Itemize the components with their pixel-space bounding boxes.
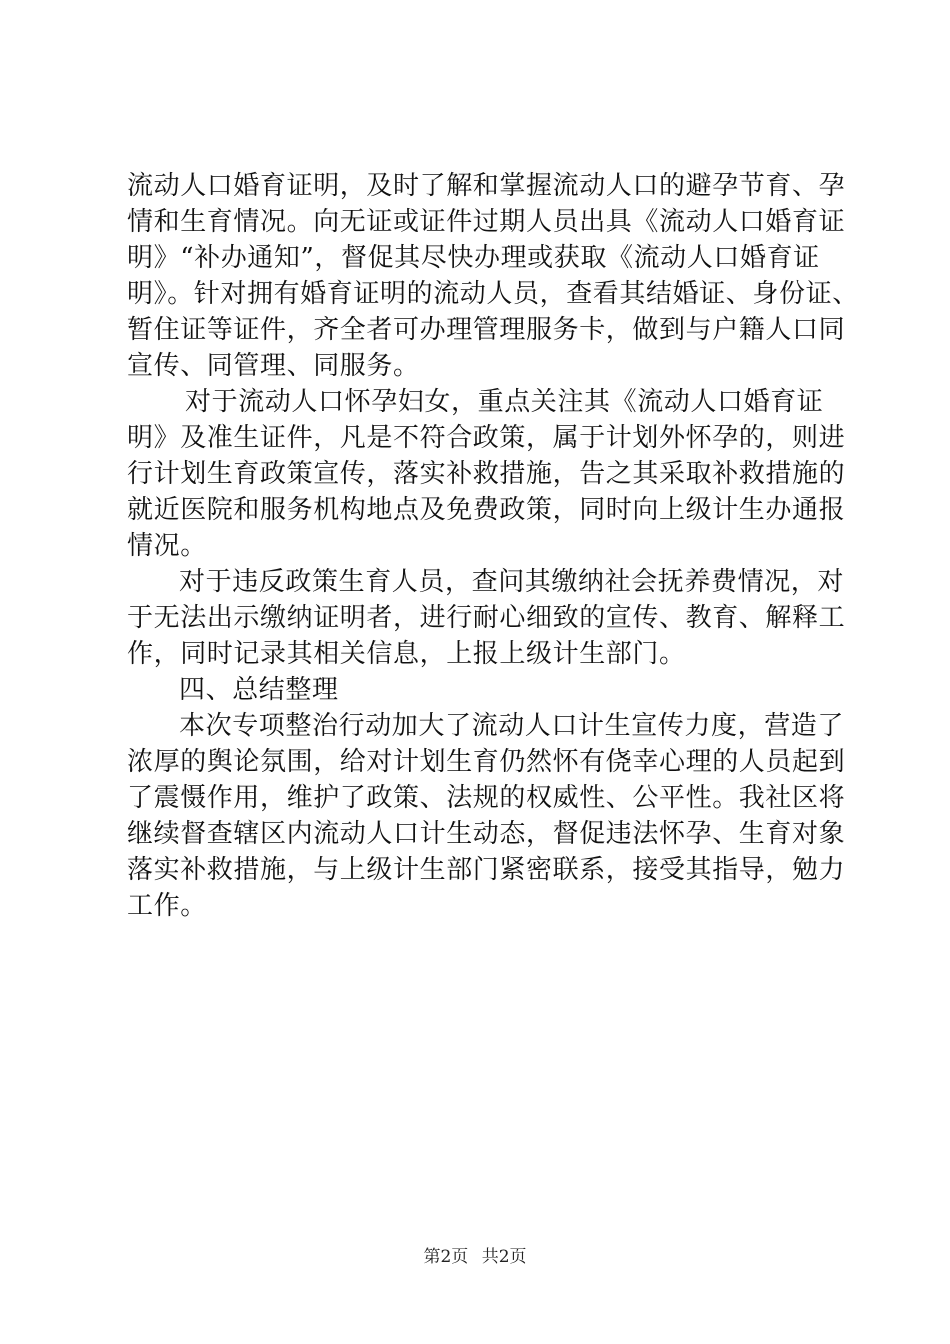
text-line: 行计划生育政策宣传，落实补救措施，告之其采取补救措施的: [127, 459, 846, 489]
text-line: 暂住证等证件，齐全者可办理管理服务卡，做到与户籍人口同: [127, 315, 846, 345]
paragraph-start-line: 对于违反政策生育人员，查问其缴纳社会抚养费情况，对: [179, 567, 845, 597]
page-number: 第2页: [423, 1247, 469, 1267]
text-line: 流动人口婚育证明，及时了解和掌握流动人口的避孕节育、孕: [127, 171, 846, 201]
page-total: 共2页: [481, 1247, 527, 1267]
text-line: 情和生育情况。向无证或证件过期人员出具《流动人口婚育证: [127, 207, 846, 237]
text-line: 就近医院和服务机构地点及免费政策，同时向上级计生办通报: [127, 495, 846, 525]
text-line: 作，同时记录其相关信息，上报上级计生部门。: [127, 639, 686, 669]
text-line: 继续督查辖区内流动人口计生动态，督促违法怀孕、生育对象: [127, 819, 846, 849]
text-line: 落实补救措施，与上级计生部门紧密联系，接受其指导，勉力: [127, 855, 846, 885]
page-footer: [0, 1246, 950, 1268]
text-line: 明》及准生证件，凡是不符合政策，属于计划外怀孕的，则进: [127, 423, 846, 453]
text-line: 情况。: [127, 531, 207, 561]
section-heading: 四、总结整理: [179, 675, 339, 705]
paragraph-start-line: 本次专项整治行动加大了流动人口计生宣传力度，营造了: [179, 711, 845, 741]
text-line: 于无法出示缴纳证明者，进行耐心细致的宣传、教育、解释工: [127, 603, 846, 633]
text-line: 明》。针对拥有婚育证明的流动人员，查看其结婚证、身份证、: [127, 279, 859, 309]
text-line: 宣传、同管理、同服务。: [127, 351, 420, 381]
text-line: 了震慑作用，维护了政策、法规的权威性、公平性。我社区将: [127, 783, 846, 813]
paragraph-start-line: 对于流动人口怀孕妇女，重点关注其《流动人口婚育证: [185, 387, 824, 417]
text-line: 明》“补办通知”，督促其尽快办理或获取《流动人口婚育证: [127, 243, 820, 273]
text-line: 工作。: [127, 891, 207, 921]
document-body: [127, 168, 859, 924]
text-line: 浓厚的舆论氛围，给对计划生育仍然怀有侥幸心理的人员起到: [127, 747, 846, 777]
